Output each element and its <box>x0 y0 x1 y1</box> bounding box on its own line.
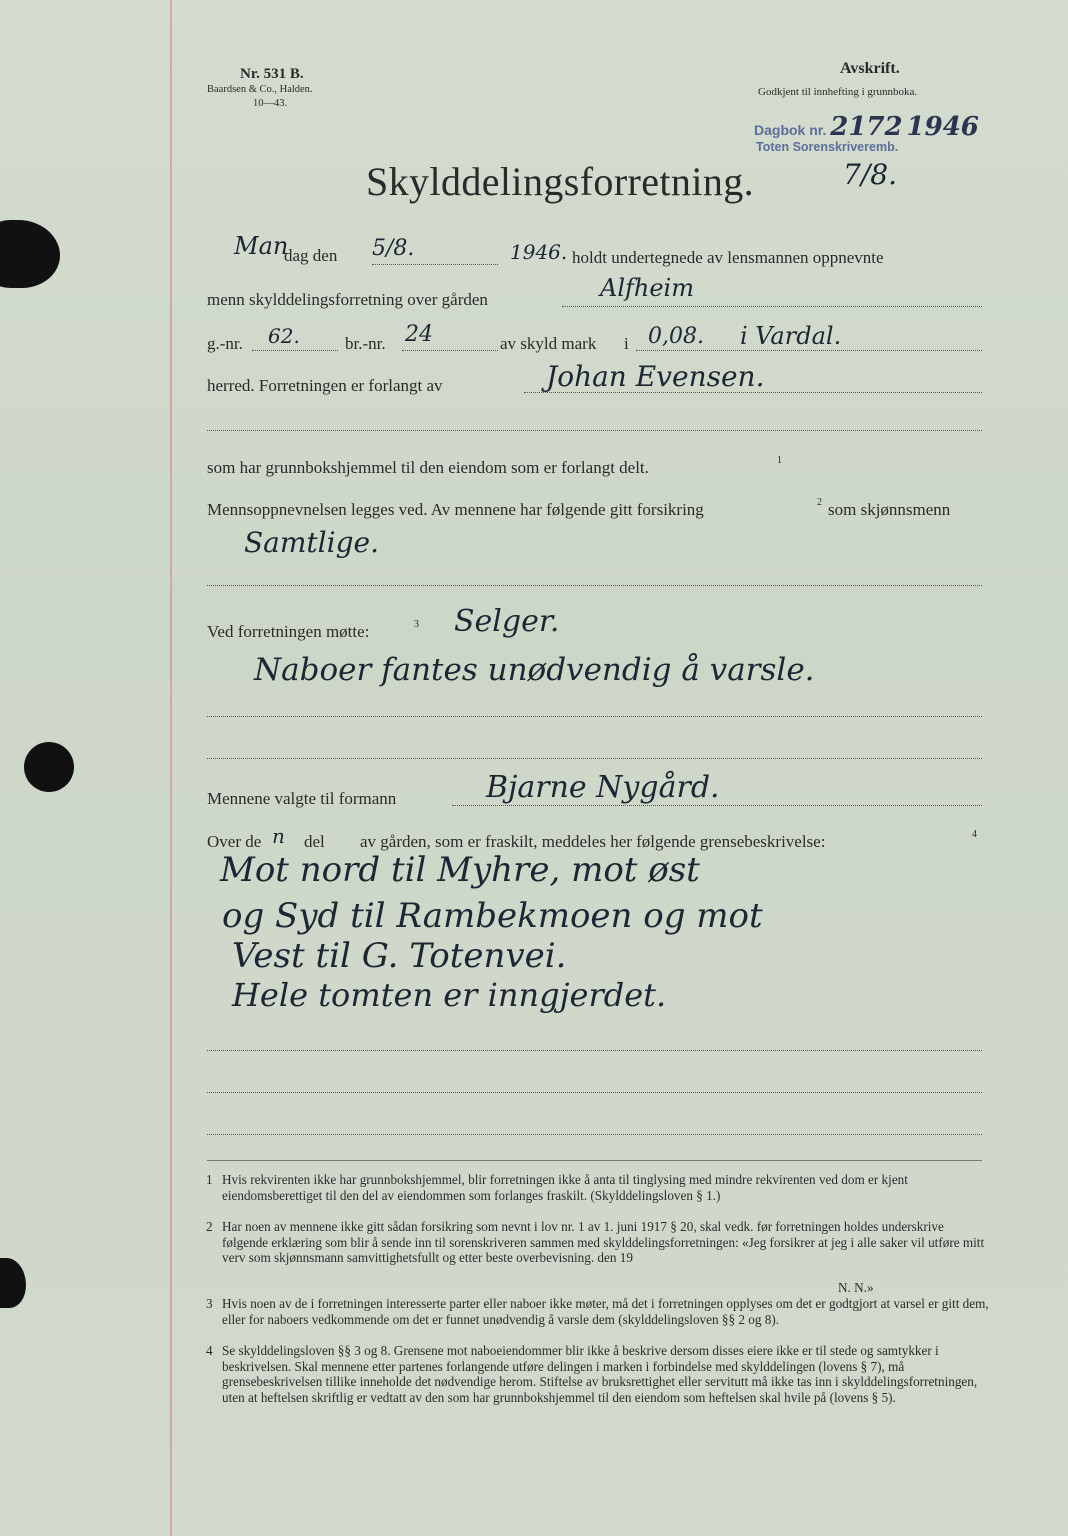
footnote-1 <box>206 1172 991 1220</box>
footnote-text: Hvis rekvirenten ikke har grunnbokshjemmel, blir forretningen ikke å anta til tinglysing med mindre rekvirenten ved dom er kjent eiendomsberettiget til den del av eiendommen som forlanges fraskilt. (Skylddelingsloven § 1.) <box>222 1172 908 1203</box>
footnote-number: 1 <box>206 1172 213 1187</box>
gnr-underline <box>252 350 338 351</box>
brnr-label: br.-nr. <box>345 334 386 353</box>
document-title: Skylddelingsforretning. <box>366 159 755 204</box>
footnote-2 <box>206 1219 991 1283</box>
chairman-label: Mennene valgte til formann <box>207 789 397 808</box>
attendance-handwritten: Selger. <box>454 604 560 639</box>
assurance-end: som skjønnsmenn <box>828 500 951 519</box>
chairman-underline <box>452 805 982 806</box>
footnote-signature <box>206 1280 991 1296</box>
boundary-line-1: Mot nord til Myhre, mot øst <box>220 850 700 890</box>
requester-label: herred. Forretningen er forlangt av <box>207 376 443 395</box>
print-date: 10—43. <box>253 98 288 109</box>
stamp-year: 1946 <box>906 112 979 142</box>
boundary-label-a: Over de <box>207 832 262 851</box>
skyld-value: 0,08. <box>648 324 704 349</box>
farm-label: menn skylddelingsforretning over gården <box>207 290 488 309</box>
gnr-label: g.-nr. <box>207 334 243 353</box>
footnote-text: N. N.» <box>838 1280 874 1295</box>
brnr-value: 24 <box>405 322 433 347</box>
boundary-line-3: Vest til G. Totenvei. <box>232 936 567 976</box>
blank-line-7 <box>207 1134 982 1135</box>
footnote-number: 2 <box>206 1219 213 1234</box>
footnote-number: 4 <box>206 1343 213 1358</box>
boundary-line-4: Hele tomten er inngjerdet. <box>232 976 667 1014</box>
punch-hole-bottom <box>0 1258 26 1308</box>
printer-name: Baardsen & Co., Halden. <box>207 84 313 95</box>
boundary-label-c: av gården, som er fraskilt, meddeles her følgende grensebeskrivelse: <box>360 832 826 851</box>
footnote-ref-1: 1 <box>777 455 782 466</box>
farm-underline <box>562 306 982 307</box>
footnote-text: Se skylddelingsloven §§ 3 og 8. Grensene mot naboeiendommer blir ikke å beskrive dersom disses eiere ikke er til stede og samtykker i beskrivelsen. Skal mennene etter partenes forlangende utføre delingen i marken i forbindelse med skylddelingen (lovens § 7), må grensebeskrivelsen tillike inneholde det nødvendige herom. Stiftelse av bruksrettighet eller servitutt må ikke tas inn i skylddelingsforretningen, uten at heftelsen skriftlig er vedtatt av den som har grunnbokshjemmel til den eiendom som heftelsen skal hvile på (lovens § 5). <box>222 1343 978 1405</box>
footnote-text: Har noen av mennene ikke gitt sådan forsikring som nevnt i lov nr. 1 av 1. juni 1917 § 20, skal vedk. før forretningen holdes underskrive følgende erklæring som blir å sende inn til sorenskriveren sammen med skylddelingsforretningen: «Jeg forsikrer at jeg i alle saker vil utføre mitt verv som skjønnsmann samvittighetsfullt og etter beste overbevisning. den 19 <box>222 1219 985 1266</box>
ownership-statement: som har grunnbokshjemmel til den eiendom som er forlangt delt. <box>207 458 649 477</box>
footnote-separator <box>207 1160 982 1161</box>
skyld-label: av skyld mark <box>500 334 597 353</box>
meeting-date: 5/8. <box>372 236 415 261</box>
weekday-handwritten: Man <box>234 232 289 260</box>
register-stamp <box>754 112 979 142</box>
meeting-year: 1946. <box>510 240 568 264</box>
line1-rest: holdt undertegnede av lensmannen oppnevnte <box>572 248 884 267</box>
form-number: Nr. 531 B. <box>240 66 304 82</box>
blank-line-2 <box>207 585 982 586</box>
boundary-label-hand: n <box>272 824 285 848</box>
footnote-ref-4: 4 <box>972 829 977 840</box>
blank-line-3 <box>207 716 982 717</box>
skyld-underline <box>636 350 982 351</box>
footnote-ref-3: 3 <box>414 619 419 630</box>
brnr-underline <box>402 350 498 351</box>
boundary-line-2: og Syd til Rambekmoen og mot <box>222 896 763 936</box>
footnote-number: 3 <box>206 1296 213 1311</box>
blank-line-1 <box>207 430 982 431</box>
margin-line <box>170 0 172 1536</box>
blank-line-4 <box>207 758 982 759</box>
assurance-statement: Mennsoppnevnelsen legges ved. Av mennene har følgende gitt forsikring <box>207 500 704 519</box>
punch-hole-top <box>0 220 60 288</box>
footnote-4 <box>206 1343 991 1439</box>
chairman-name: Bjarne Nygård. <box>486 770 720 805</box>
blank-line-5 <box>207 1050 982 1051</box>
skyld-i-label: i <box>624 334 629 353</box>
stamp-office: Toten Sorenskriveremb. <box>756 140 899 154</box>
requester-name: Johan Evensen. <box>546 360 765 393</box>
farm-name: Alfheim <box>600 274 694 302</box>
weekday-suffix: dag den <box>284 246 338 265</box>
boundary-label-b: del <box>304 832 325 851</box>
date-underline <box>372 264 498 265</box>
punch-hole-middle <box>24 742 74 792</box>
copy-label: Avskrift. <box>840 60 900 77</box>
attendance-label: Ved forretningen møtte: <box>207 622 370 641</box>
neighbours-handwritten: Naboer fantes unødvendig å varsle. <box>254 652 815 688</box>
footnote-ref-2: 2 <box>817 497 822 508</box>
title-date: 7/8. <box>843 158 897 191</box>
approved-note: Godkjent til innhefting i grunnboka. <box>758 86 918 98</box>
blank-line-6 <box>207 1092 982 1093</box>
stamp-prefix: Dagbok nr. <box>754 122 827 138</box>
stamp-number: 2172 <box>830 112 903 142</box>
municipality: i Vardal. <box>740 322 842 350</box>
footnote-text: Hvis noen av de i forretningen interesserte parter eller naboer ikke møter, må det i forretningen opplyses om det er godtgjort at varsel er gitt dem, eller for naboers vedkommende om det er funnet unødvendig å varsle dem (skylddelingsloven §§ 2 og 8). <box>222 1296 989 1327</box>
assessors-handwritten: Samtlige. <box>244 526 379 559</box>
gnr-value: 62. <box>268 324 300 348</box>
